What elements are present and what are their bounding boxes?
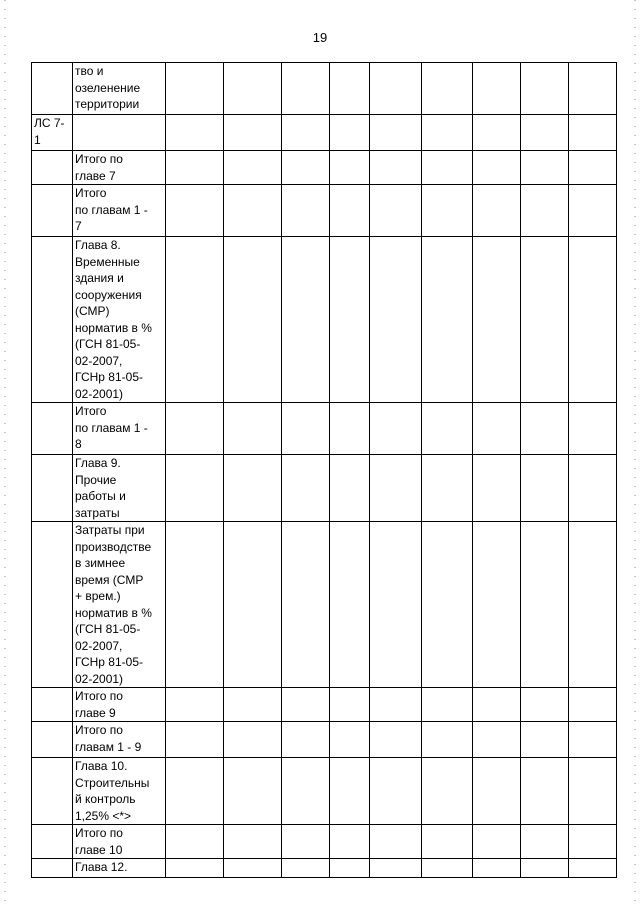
row-name-cell xyxy=(73,115,166,151)
row-name-cell: Итого по главам 1 - 8 xyxy=(73,403,166,455)
empty-value-cell xyxy=(370,151,422,185)
empty-value-cell xyxy=(282,237,330,403)
empty-value-cell xyxy=(282,825,330,859)
empty-value-cell xyxy=(224,859,282,878)
empty-value-cell xyxy=(166,688,224,722)
empty-value-cell xyxy=(166,722,224,758)
empty-value-cell xyxy=(330,722,370,758)
empty-value-cell xyxy=(166,237,224,403)
empty-value-cell xyxy=(370,115,422,151)
empty-value-cell xyxy=(521,522,569,688)
row-code-cell xyxy=(32,758,73,825)
empty-value-cell xyxy=(569,237,617,403)
empty-value-cell xyxy=(370,859,422,878)
table-row xyxy=(32,151,617,185)
empty-value-cell xyxy=(282,455,330,522)
empty-value-cell xyxy=(422,722,473,758)
empty-value-cell xyxy=(370,522,422,688)
empty-value-cell xyxy=(521,859,569,878)
table-row xyxy=(32,758,617,825)
empty-value-cell xyxy=(166,859,224,878)
empty-value-cell xyxy=(569,859,617,878)
empty-value-cell xyxy=(224,151,282,185)
empty-value-cell xyxy=(370,63,422,115)
empty-value-cell xyxy=(224,185,282,237)
empty-value-cell xyxy=(569,115,617,151)
row-code-cell xyxy=(32,825,73,859)
empty-value-cell xyxy=(473,522,521,688)
empty-value-cell xyxy=(569,455,617,522)
empty-value-cell xyxy=(473,825,521,859)
empty-value-cell xyxy=(422,115,473,151)
empty-value-cell xyxy=(282,722,330,758)
empty-value-cell xyxy=(282,859,330,878)
empty-value-cell xyxy=(330,758,370,825)
left-margin-dots xyxy=(4,0,6,905)
empty-value-cell xyxy=(166,758,224,825)
row-name-cell: Глава 12. xyxy=(73,859,166,878)
empty-value-cell xyxy=(282,522,330,688)
empty-value-cell xyxy=(370,722,422,758)
empty-value-cell xyxy=(422,859,473,878)
empty-value-cell xyxy=(422,403,473,455)
empty-value-cell xyxy=(166,185,224,237)
empty-value-cell xyxy=(330,825,370,859)
empty-value-cell xyxy=(473,63,521,115)
row-code-cell xyxy=(32,237,73,403)
empty-value-cell xyxy=(224,63,282,115)
row-name-cell: Итого по главе 7 xyxy=(73,151,166,185)
empty-value-cell xyxy=(569,403,617,455)
row-name-cell: Глава 8. Временные здания и сооружения (СМР) норматив в % (ГСН 81-05- 02-2007, ГСНр 81-05- 02-2001) xyxy=(73,237,166,403)
empty-value-cell xyxy=(521,403,569,455)
empty-value-cell xyxy=(569,758,617,825)
empty-value-cell xyxy=(166,403,224,455)
empty-value-cell xyxy=(473,403,521,455)
empty-value-cell xyxy=(330,185,370,237)
empty-value-cell xyxy=(422,758,473,825)
row-code-cell xyxy=(32,522,73,688)
empty-value-cell xyxy=(224,237,282,403)
row-code-cell xyxy=(32,688,73,722)
empty-value-cell xyxy=(330,403,370,455)
empty-value-cell xyxy=(569,722,617,758)
empty-value-cell xyxy=(473,237,521,403)
row-name-cell: Затраты при производстве в зимнее время (СМР + врем.) норматив в % (ГСН 81-05- 02-2007, ГСНр 81-05- 02-2001) xyxy=(73,522,166,688)
empty-value-cell xyxy=(521,63,569,115)
empty-value-cell xyxy=(282,403,330,455)
empty-value-cell xyxy=(224,522,282,688)
empty-value-cell xyxy=(370,455,422,522)
empty-value-cell xyxy=(224,115,282,151)
row-name-cell: Итого по главе 10 xyxy=(73,825,166,859)
row-name-cell: Глава 9. Прочие работы и затраты xyxy=(73,455,166,522)
empty-value-cell xyxy=(330,859,370,878)
empty-value-cell xyxy=(282,185,330,237)
empty-value-cell xyxy=(282,63,330,115)
page-number: 19 xyxy=(312,30,328,45)
empty-value-cell xyxy=(422,825,473,859)
empty-value-cell xyxy=(422,185,473,237)
empty-value-cell xyxy=(330,237,370,403)
table-row xyxy=(32,185,617,237)
empty-value-cell xyxy=(370,185,422,237)
empty-value-cell xyxy=(224,403,282,455)
table-row xyxy=(32,722,617,758)
empty-value-cell xyxy=(166,151,224,185)
right-margin-dots xyxy=(634,0,636,905)
row-name-cell: Итого по главе 9 xyxy=(73,688,166,722)
empty-value-cell xyxy=(370,688,422,722)
empty-value-cell xyxy=(521,237,569,403)
empty-value-cell xyxy=(473,758,521,825)
empty-value-cell xyxy=(521,115,569,151)
row-code-cell xyxy=(32,151,73,185)
empty-value-cell xyxy=(521,688,569,722)
table-row xyxy=(32,63,617,115)
table-row xyxy=(32,825,617,859)
empty-value-cell xyxy=(370,403,422,455)
empty-value-cell xyxy=(422,688,473,722)
empty-value-cell xyxy=(330,115,370,151)
empty-value-cell xyxy=(422,237,473,403)
empty-value-cell xyxy=(166,63,224,115)
empty-value-cell xyxy=(166,115,224,151)
empty-value-cell xyxy=(370,758,422,825)
empty-value-cell xyxy=(569,185,617,237)
empty-value-cell xyxy=(166,825,224,859)
row-name-cell: Глава 10. Строительны й контроль 1,25% <*> xyxy=(73,758,166,825)
empty-value-cell xyxy=(521,185,569,237)
empty-value-cell xyxy=(521,455,569,522)
table-row xyxy=(32,688,617,722)
empty-value-cell xyxy=(473,455,521,522)
empty-value-cell xyxy=(473,859,521,878)
empty-value-cell xyxy=(166,455,224,522)
empty-value-cell xyxy=(330,151,370,185)
empty-value-cell xyxy=(282,688,330,722)
empty-value-cell xyxy=(370,825,422,859)
row-name-cell: Итого по главам 1 - 7 xyxy=(73,185,166,237)
row-code-cell xyxy=(32,403,73,455)
row-code-cell xyxy=(32,63,73,115)
row-name-cell: Итого по главам 1 - 9 xyxy=(73,722,166,758)
row-name-cell: тво и озеленение территории xyxy=(73,63,166,115)
empty-value-cell xyxy=(330,63,370,115)
empty-value-cell xyxy=(473,688,521,722)
empty-value-cell xyxy=(569,688,617,722)
empty-value-cell xyxy=(422,455,473,522)
empty-value-cell xyxy=(224,825,282,859)
empty-value-cell xyxy=(521,151,569,185)
row-code-cell xyxy=(32,455,73,522)
row-code-cell xyxy=(32,722,73,758)
table-row xyxy=(32,522,617,688)
table-row xyxy=(32,859,617,878)
empty-value-cell xyxy=(569,63,617,115)
row-code-cell xyxy=(32,859,73,878)
empty-value-cell xyxy=(224,722,282,758)
empty-value-cell xyxy=(422,151,473,185)
row-code-cell xyxy=(32,185,73,237)
empty-value-cell xyxy=(330,688,370,722)
empty-value-cell xyxy=(282,151,330,185)
table-row xyxy=(32,455,617,522)
empty-value-cell xyxy=(473,185,521,237)
table-row xyxy=(32,403,617,455)
table-row xyxy=(32,237,617,403)
empty-value-cell xyxy=(569,151,617,185)
empty-value-cell xyxy=(569,825,617,859)
empty-value-cell xyxy=(521,825,569,859)
empty-value-cell xyxy=(282,115,330,151)
empty-value-cell xyxy=(282,758,330,825)
empty-value-cell xyxy=(521,722,569,758)
estimate-table xyxy=(31,62,617,878)
empty-value-cell xyxy=(370,237,422,403)
empty-value-cell xyxy=(521,758,569,825)
empty-value-cell xyxy=(224,758,282,825)
empty-value-cell xyxy=(473,722,521,758)
empty-value-cell xyxy=(473,115,521,151)
empty-value-cell xyxy=(422,522,473,688)
table-row xyxy=(32,115,617,151)
empty-value-cell xyxy=(224,455,282,522)
empty-value-cell xyxy=(330,455,370,522)
empty-value-cell xyxy=(422,63,473,115)
empty-value-cell xyxy=(569,522,617,688)
empty-value-cell xyxy=(224,688,282,722)
empty-value-cell xyxy=(473,151,521,185)
empty-value-cell xyxy=(166,522,224,688)
empty-value-cell xyxy=(330,522,370,688)
row-code-cell: ЛС 7- 1 xyxy=(32,115,73,151)
